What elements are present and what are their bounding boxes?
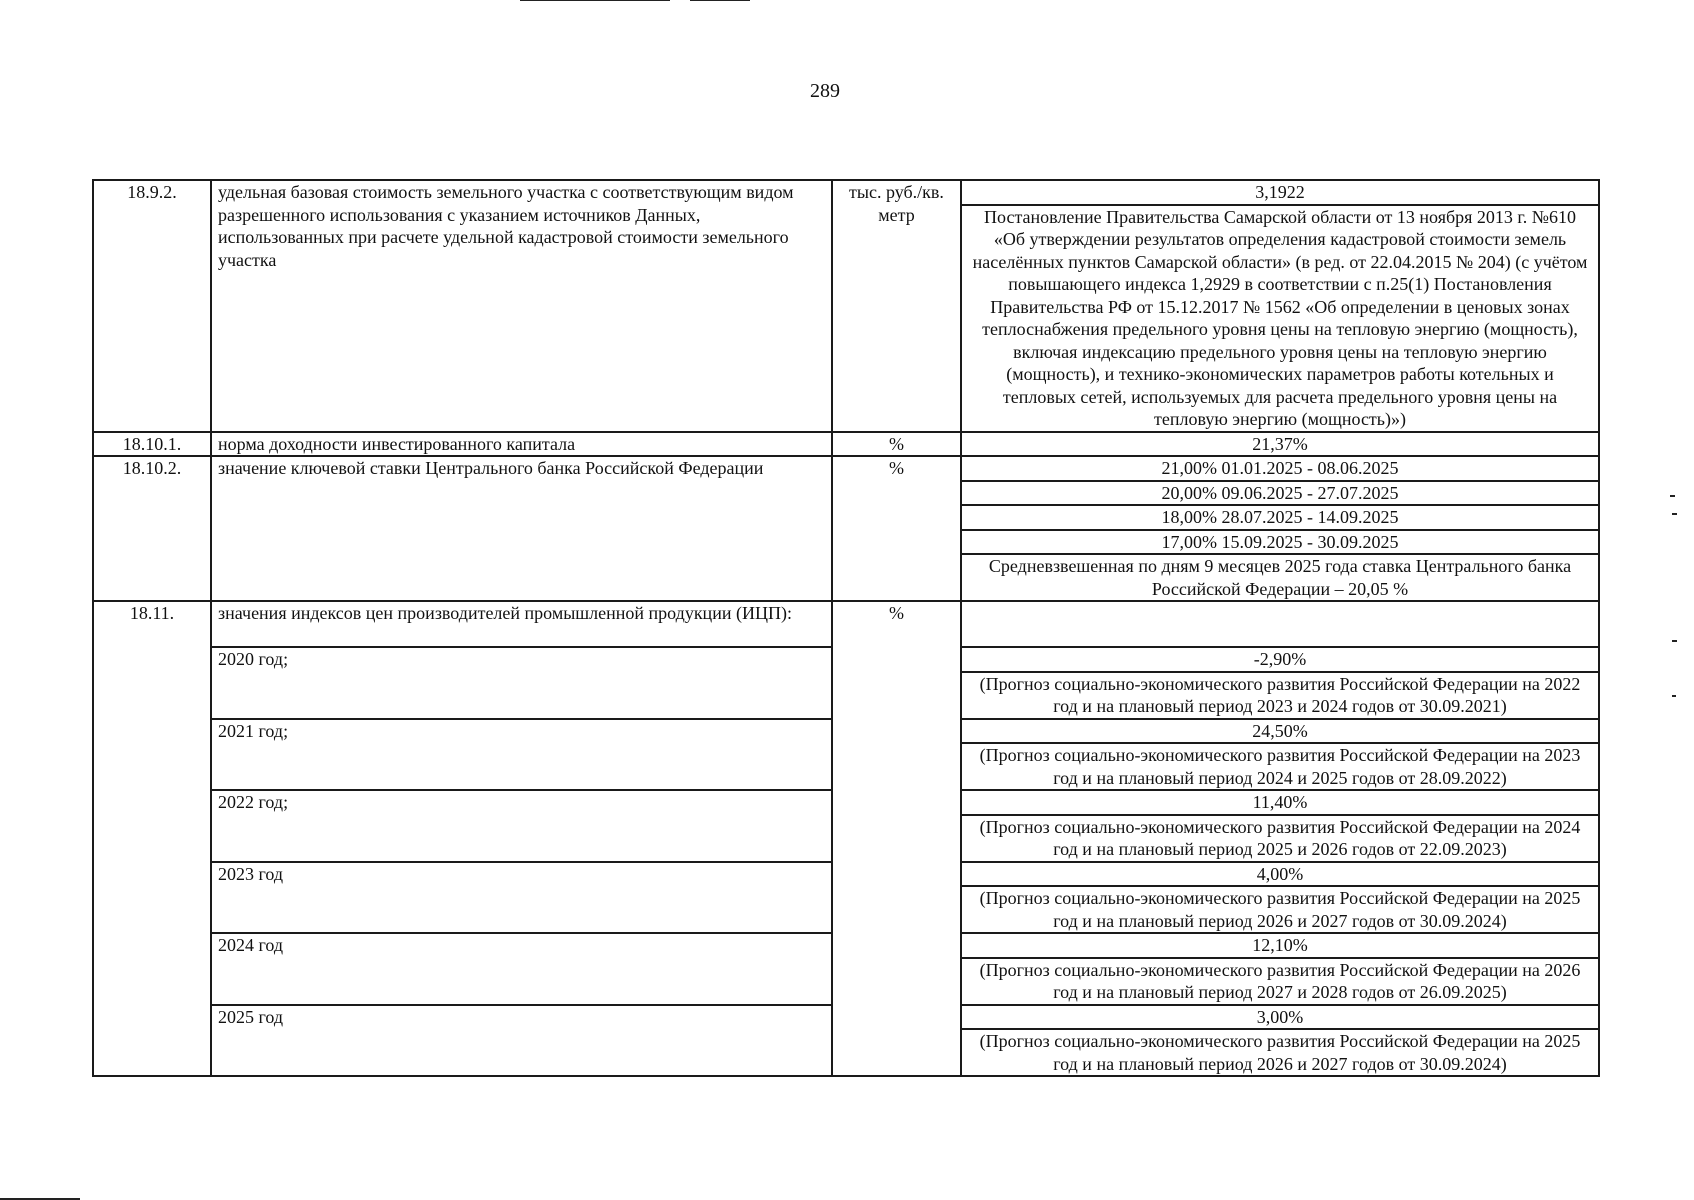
page-number: 289	[810, 80, 840, 102]
row-value: 21,37%	[961, 432, 1599, 457]
scan-artifact	[1672, 513, 1677, 515]
ipc-year-label: 2024 год	[211, 933, 832, 1005]
ipc-year-value: 24,50%	[961, 719, 1599, 744]
table-row-18-9-2	[93, 180, 1599, 205]
ipc-year-value: 4,00%	[961, 862, 1599, 887]
ipc-year-label: 2022 год;	[211, 790, 832, 862]
ipc-year-value: 11,40%	[961, 790, 1599, 815]
ipc-year-label: 2025 год	[211, 1005, 832, 1077]
key-rate-average: Средневзвешенная по дням 9 месяцев 2025 года ставка Центрального банка Российской Федерации – 20,05 %	[961, 554, 1599, 601]
table-row-18-10-1	[93, 432, 1599, 457]
row-unit: тыс. руб./кв. метр	[832, 180, 961, 432]
scan-artifact	[1672, 695, 1676, 697]
table-row-18-11	[93, 601, 1599, 647]
tariff-parameters-table	[92, 179, 1600, 1077]
ipc-year-source: (Прогноз социально-экономического развития Российской Федерации на 2024 год и на плановый период 2025 и 2026 годов от 22.09.2023)	[961, 815, 1599, 862]
row-value: 3,1922	[961, 180, 1599, 205]
row-number: 18.10.2.	[93, 456, 211, 601]
key-rate-period: 17,00% 15.09.2025 - 30.09.2025	[961, 530, 1599, 555]
ipc-year-label: 2023 год	[211, 862, 832, 934]
scan-artifact	[690, 0, 750, 1]
row-parameter-name: норма доходности инвестированного капитала	[211, 432, 832, 457]
key-rate-period: 18,00% 28.07.2025 - 14.09.2025	[961, 505, 1599, 530]
ipc-year-label: 2021 год;	[211, 719, 832, 791]
row-unit: %	[832, 601, 961, 1076]
row-unit: %	[832, 432, 961, 457]
scan-artifact	[1672, 640, 1677, 642]
ipc-year-source: (Прогноз социально-экономического развития Российской Федерации на 2026 год и на плановый период 2027 и 2028 годов от 26.09.2025)	[961, 958, 1599, 1005]
key-rate-period: 21,00% 01.01.2025 - 08.06.2025	[961, 456, 1599, 481]
row-number: 18.10.1.	[93, 432, 211, 457]
ipc-year-label: 2020 год;	[211, 647, 832, 719]
scan-artifact	[1670, 495, 1675, 497]
scan-artifact	[520, 0, 670, 1]
row-value-empty	[961, 601, 1599, 647]
ipc-year-source: (Прогноз социально-экономического развития Российской Федерации на 2023 год и на плановый период 2024 и 2025 годов от 28.09.2022)	[961, 743, 1599, 790]
row-number: 18.11.	[93, 601, 211, 1076]
ipc-year-source: (Прогноз социально-экономического развития Российской Федерации на 2022 год и на плановый период 2023 и 2024 годов от 30.09.2021)	[961, 672, 1599, 719]
row-unit: %	[832, 456, 961, 601]
ipc-year-source: (Прогноз социально-экономического развития Российской Федерации на 2025 год и на плановый период 2026 и 2027 годов от 30.09.2024)	[961, 1029, 1599, 1076]
ipc-year-value: 3,00%	[961, 1005, 1599, 1030]
row-number: 18.9.2.	[93, 180, 211, 432]
row-parameter-name: значения индексов цен производителей промышленной продукции (ИЦП):	[211, 601, 832, 647]
ipc-year-value: 12,10%	[961, 933, 1599, 958]
ipc-year-source: (Прогноз социально-экономического развития Российской Федерации на 2025 год и на плановый период 2026 и 2027 годов от 30.09.2024)	[961, 886, 1599, 933]
ipc-year-value: -2,90%	[961, 647, 1599, 672]
row-parameter-name: значение ключевой ставки Центрального банка Российской Федерации	[211, 456, 832, 601]
row-parameter-name: удельная базовая стоимость земельного участка с соответствующим видом разрешенного использования с указанием источников Данных, использованных при расчете удельной кадастровой стоимости земельного участка	[211, 180, 832, 432]
key-rate-period: 20,00% 09.06.2025 - 27.07.2025	[961, 481, 1599, 506]
row-value-source: Постановление Правительства Самарской области от 13 ноября 2013 г. №610 «Об утверждении результатов определения кадастровой стоимости земель населённых пунктов Самарской области» (в ред. от 22.04.2015 № 204) (с учётом повышающего индекса 1,2929 в соответствии с п.25(1) Постановления Правительства РФ от 15.12.2017 № 1562 «Об определении в ценовых зонах теплоснабжения предельного уровня цены на тепловую энергию (мощность), включая индексацию предельного уровня цены на тепловую энергию (мощность), и технико-экономических параметров работы котельных и тепловых сетей, используемых для расчета предельного уровня цены на тепловую энергию (мощность)»)	[961, 205, 1599, 432]
table-row-18-10-2	[93, 456, 1599, 481]
